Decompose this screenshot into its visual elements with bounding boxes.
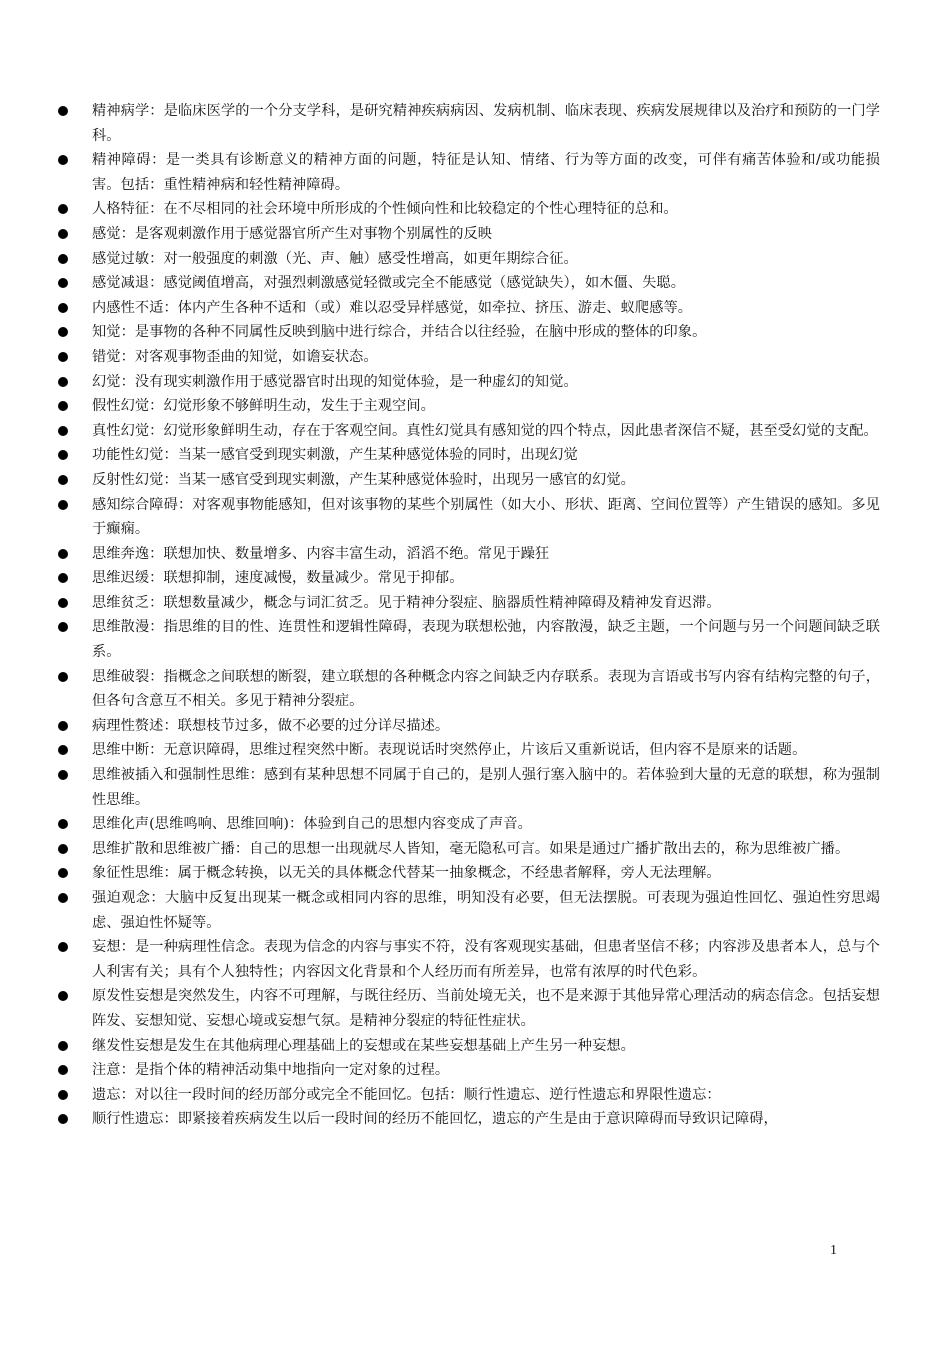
list-item-text: 幻觉：没有现实刺激作用于感觉器官时出现的知觉体验，是一种虚幻的知觉。: [92, 373, 578, 390]
list-item: [58, 1058, 880, 1083]
list-item-text: 思维中断：无意识障碍，思维过程突然中断。表现说话时突然停止，片该后又重新说话，但内容不是原来的话题。: [92, 742, 807, 759]
bullet-icon: [58, 1058, 92, 1083]
list-item-text: 思维被插入和强制性思维：感到有某种思想不同属于自己的，是别人强行塞入脑中的。若体验到大量的无意的联想，称为强制性思维。: [92, 767, 880, 808]
bullet-icon: [58, 738, 92, 763]
bullet-icon: [58, 468, 92, 493]
bullet-icon: [58, 493, 92, 518]
list-item-text: 思维奔逸：联想加快、数量增多、内容丰富生动，滔滔不绝。常见于躁狂: [92, 545, 550, 562]
bullet-icon: [58, 591, 92, 616]
bullet-icon: [58, 542, 92, 567]
bullet-icon: [58, 345, 92, 370]
list-item: [58, 542, 880, 567]
bullet-icon: [58, 714, 92, 739]
bullet-icon: [58, 886, 92, 911]
list-item: [58, 1083, 880, 1108]
list-item-text: 强迫观念：大脑中反复出现某一概念或相同内容的思维，明知没有必要，但无法摆脱。可表现为强迫性回忆、强迫性穷思竭虑、强迫性怀疑等。: [92, 890, 880, 931]
list-item: [58, 443, 880, 468]
list-item-text: 注意：是指个体的精神活动集中地指向一定对象的过程。: [92, 1062, 450, 1079]
list-item-text: 思维迟缓：联想抑制，速度减慢，数量减少。常见于抑郁。: [92, 570, 464, 587]
list-item: [58, 247, 880, 272]
bullet-icon: [58, 1107, 92, 1132]
bullet-icon: [58, 1083, 92, 1108]
list-item: [58, 1107, 880, 1132]
bullet-icon: [58, 394, 92, 419]
list-item: [58, 566, 880, 591]
list-item-text: 思维贫乏：联想数量减少，概念与词汇贫乏。见于精神分裂症、脑器质性精神障碍及精神发育迟滞。: [92, 594, 721, 611]
list-item-text: 病理性赘述：联想枝节过多，做不必要的过分详尽描述。: [92, 717, 450, 734]
list-item: [58, 714, 880, 739]
list-item-text: 顺行性遗忘：即紧接着疾病发生以后一段时间的经历不能回忆，遗忘的产生是由于意识障碍而导致识记障碍，: [92, 1111, 778, 1128]
list-item-text: 思维散漫：指思维的目的性、连贯性和逻辑性障碍，表现为联想松弛，内容散漫，缺乏主题，一个问题与另一个问题间缺乏联系。: [92, 619, 880, 661]
bullet-icon: [58, 247, 92, 272]
list-item: [58, 1034, 880, 1059]
list-item: [58, 394, 880, 419]
list-item-text: 遗忘：对以往一段时间的经历部分或完全不能回忆。包括：顺行性遗忘、逆行性遗忘和界限性遗忘：: [92, 1086, 721, 1103]
list-item-text: 功能性幻觉：当某一感官受到现实刺激，产生某种感觉体验的同时，出现幻觉: [92, 447, 578, 464]
list-item-text: 妄想：是一种病理性信念。表现为信念的内容与事实不符，没有客观现实基础，但患者坚信不移；内容涉及患者本人，总与个人利害有关；具有个人独特性；内容因文化背景和个人经历而有所差异，也常有浓厚的时代色彩。: [92, 939, 880, 980]
list-item: [58, 591, 880, 616]
list-item: [58, 271, 880, 296]
list-item: [58, 197, 880, 222]
bullet-icon: [58, 566, 92, 591]
list-item: [58, 296, 880, 321]
list-item: [58, 493, 880, 542]
bullet-icon: [58, 443, 92, 468]
list-item: [58, 419, 880, 444]
list-item-text: 假性幻觉：幻觉形象不够鲜明生动，发生于主观空间。: [92, 398, 435, 415]
list-item-text: 思维破裂：指概念之间联想的断裂，建立联想的各种概念内容之间缺乏内存联系。表现为言语或书写内容有结构完整的句子，但各句含意互不相关。多见于精神分裂症。: [92, 668, 880, 710]
list-item: [58, 837, 880, 862]
bullet-icon: [58, 763, 92, 788]
bullet-icon: [58, 222, 92, 247]
list-item-text: 感知综合障碍：对客观事物能感知，但对该事物的某些个别属性（如大小、形状、距离、空间位置等）产生错误的感知。多见于癫痫。: [92, 496, 880, 538]
list-item-text: 思维化声(思维鸣响、思维回响)：体验到自己的思想内容变成了声音。: [92, 816, 532, 833]
document-body: [58, 99, 880, 1132]
list-item-text: 精神病学：是临床医学的一个分支学科，是研究精神疾病病因、发病机制、临床表现、疾病发展规律以及治疗和预防的一门学科。: [92, 103, 880, 144]
list-item: [58, 345, 880, 370]
list-item: [58, 984, 880, 1033]
list-item-text: 内感性不适：体内产生各种不适和（或）难以忍受异样感觉，如牵拉、挤压、游走、蚁爬感等。: [92, 299, 693, 316]
list-item: [58, 468, 880, 493]
list-item: [58, 615, 880, 664]
list-item: [58, 886, 880, 935]
list-item-text: 知觉：是事物的各种不同属性反映到脑中进行综合，并结合以往经验，在脑中形成的整体的印象。: [92, 324, 707, 341]
list-item: [58, 763, 880, 812]
bullet-icon: [58, 615, 92, 640]
list-item: [58, 99, 880, 148]
list-item-text: 真性幻觉：幻觉形象鲜明生动，存在于客观空间。真性幻觉具有感知觉的四个特点，因此患者深信不疑，甚至受幻觉的支配。: [92, 422, 878, 439]
list-item: [58, 861, 880, 886]
list-item-text: 感觉减退：感觉阈值增高，对强烈刺激感觉轻微或完全不能感觉（感觉缺失），如木僵、失聪。: [92, 275, 685, 292]
list-item-text: 原发性妄想是突然发生，内容不可理解，与既往经历、当前处境无关，也不是来源于其他异常心理活动的病态信念。包括妄想阵发、妄想知觉、妄想心境或妄想气氛。是精神分裂症的特征性症状。: [92, 988, 880, 1029]
list-item-text: 精神障碍：是一类具有诊断意义的精神方面的问题，特征是认知、情绪、行为等方面的改变，可伴有痛苦体验和/或功能损害。包括：重性精神病和轻性精神障碍。: [92, 152, 880, 193]
list-item-text: 继发性妄想是发生在其他病理心理基础上的妄想或在某些妄想基础上产生另一种妄想。: [92, 1037, 635, 1054]
bullet-icon: [58, 148, 92, 173]
list-item-text: 错觉：对客观事物歪曲的知觉，如谵妄状态。: [92, 348, 378, 365]
bullet-icon: [58, 665, 92, 690]
list-item-text: 反射性幻觉：当某一感官受到现实刺激，产生某种感觉体验时，出现另一感官的幻觉。: [92, 471, 635, 488]
list-item: [58, 370, 880, 395]
bullet-icon: [58, 1034, 92, 1059]
list-item: [58, 812, 880, 837]
bullet-icon: [58, 99, 92, 124]
list-item-text: 人格特征：在不尽相同的社会环境中所形成的个性倾向性和比较稳定的个性心理特征的总和。: [92, 201, 678, 218]
list-item-text: 感觉过敏：对一般强度的刺激（光、声、触）感受性增高，如更年期综合征。: [92, 250, 578, 267]
bullet-icon: [58, 935, 92, 960]
list-item-text: 思维扩散和思维被广播：自己的思想一出现就尽人皆知，毫无隐私可言。如果是通过广播扩散出去的，称为思维被广播。: [92, 840, 850, 857]
bullet-icon: [58, 812, 92, 837]
bullet-icon: [58, 419, 92, 444]
bullet-icon: [58, 320, 92, 345]
list-item-text: 象征性思维：属于概念转换，以无关的具体概念代替某一抽象概念，不经患者解释，旁人无法理解。: [92, 865, 721, 882]
bullet-icon: [58, 837, 92, 862]
list-item: [58, 320, 880, 345]
bullet-icon: [58, 296, 92, 321]
bullet-icon: [58, 271, 92, 296]
list-item: [58, 148, 880, 197]
list-item: [58, 222, 880, 247]
bullet-icon: [58, 197, 92, 222]
bullet-icon: [58, 370, 92, 395]
bullet-icon: [58, 984, 92, 1009]
list-item: [58, 935, 880, 984]
page-number: 1: [830, 1243, 837, 1258]
list-item-text: 感觉：是客观刺激作用于感觉器官所产生对事物个别属性的反映: [92, 225, 493, 242]
bullet-icon: [58, 861, 92, 886]
list-item: [58, 738, 880, 763]
list-item: [58, 665, 880, 714]
